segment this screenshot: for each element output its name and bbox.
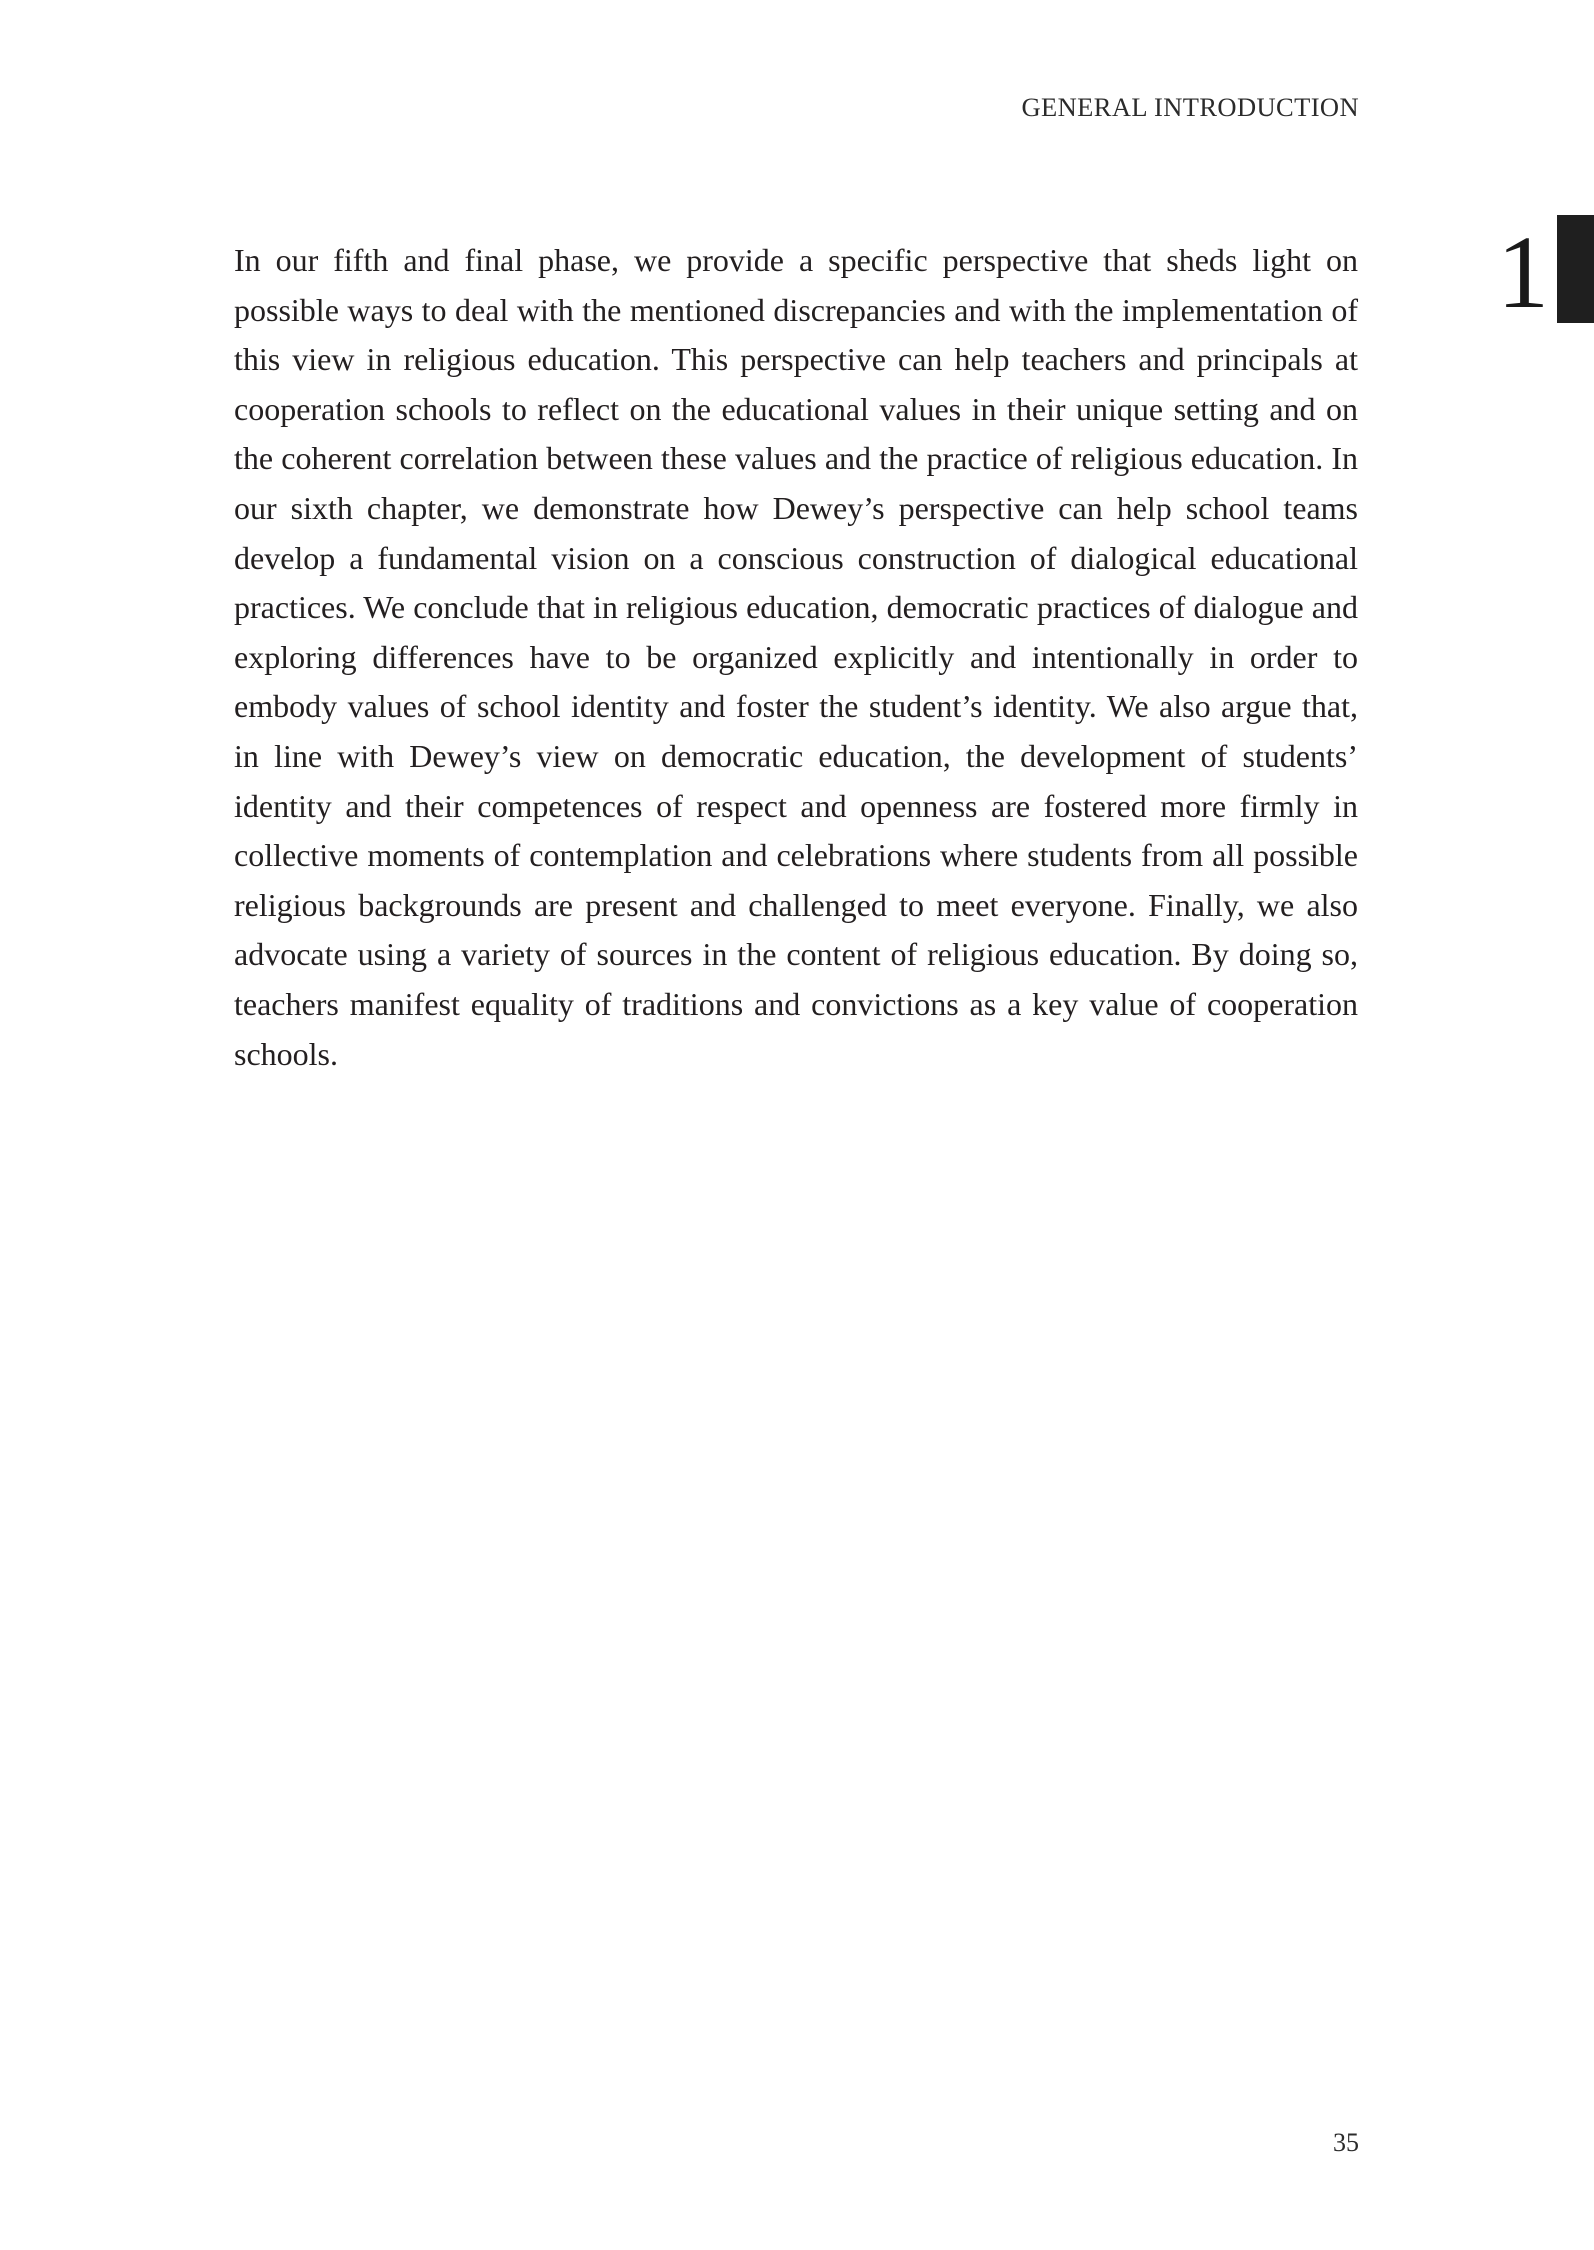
chapter-tab [1497,212,1594,330]
chapter-number: 1 [1497,215,1549,330]
body-paragraph: In our fifth and final phase, we provide a specific perspective that sheds light on possible ways to deal with the mentioned discrepancies and with the implementation of this view in religious education. This perspective can help teachers and principals at cooperation schools to reflect on the educational values in their unique setting and on the coherent correlation between these values and the practice of religious education. In our sixth chapter, we demonstrate how Dewey’s perspective can help school teams develop a fundamental vision on a conscious construction of dialogical educational practices. We conclude that in religious education, democratic practices of dialogue and exploring differences have to be organized explicitly and intentionally in order to embody values of school identity and foster the student’s identity. We also argue that, in line with Dewey’s view on democratic education, the development of students’ identity and their competences of respect and openness are fostered more firmly in collective moments of contemplation and celebrations where students from all possible religious backgrounds are present and challenged to meet everyone. Finally, we also advocate using a variety of sources in the content of religious education. By doing so, teachers manifest equality of traditions and convictions as a key value of cooperation schools. [234,242,1358,1072]
page-number: 35 [1333,2128,1359,2157]
running-header: GENERAL INTRODUCTION [1021,92,1359,122]
chapter-bar [1557,215,1594,323]
